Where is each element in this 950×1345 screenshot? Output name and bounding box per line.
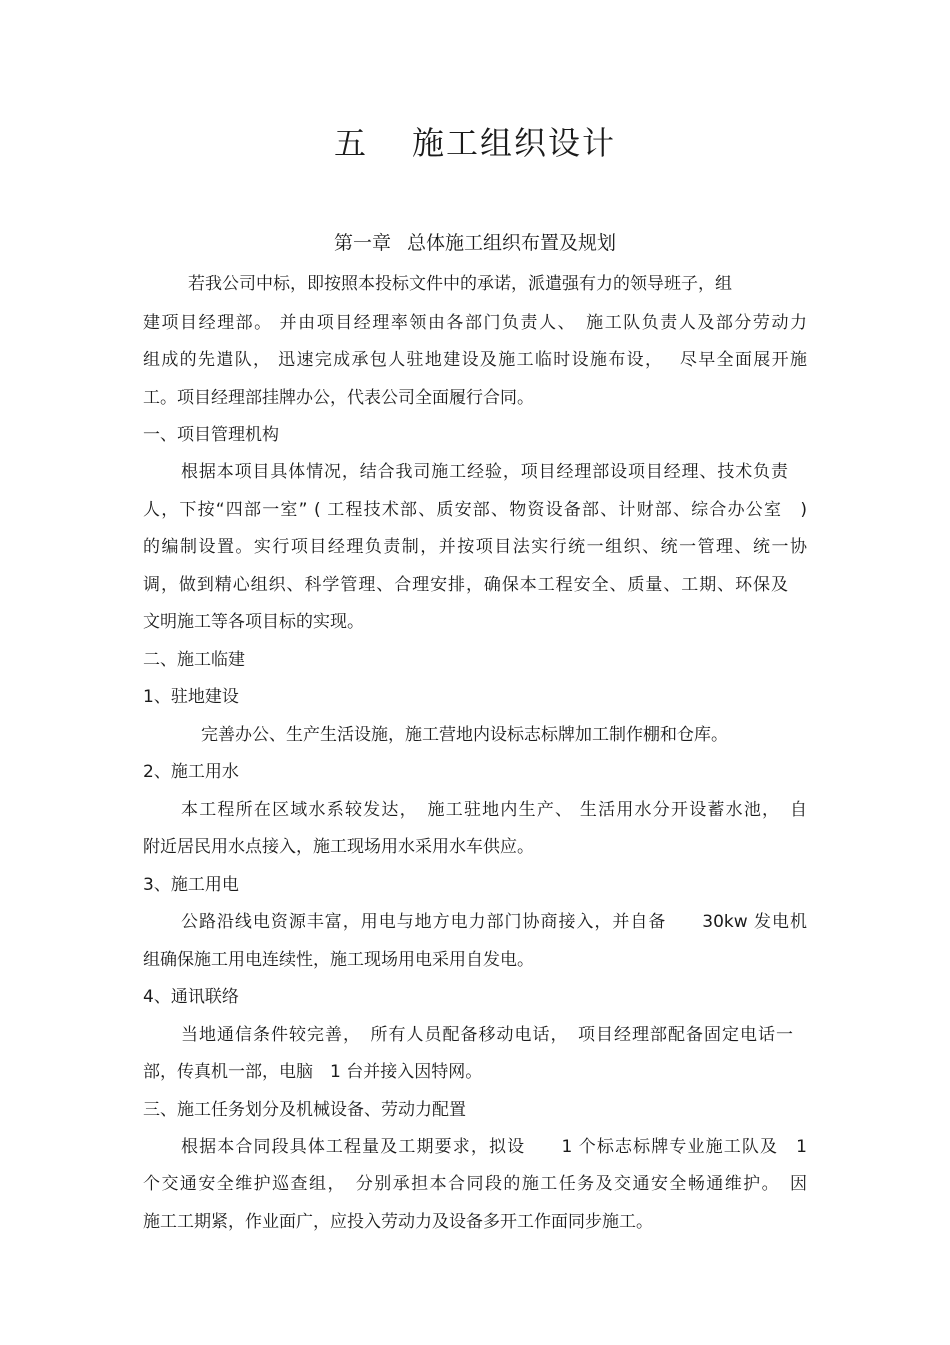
body-line: 公路沿线电资源丰富，用电与地方电力部门协商接入，并自备 30kw 发电机 [181,912,807,932]
section-heading: 一、项目管理机构 [143,425,279,445]
body-line: 组确保施工用电连续性，施工现场用电采用自发电。 [143,950,534,970]
title-text: 施工组织设计 [412,124,617,162]
body-line: 部，传真机一部，电脑 1 台并接入因特网。 [143,1062,483,1082]
body-line: 建项目经理部。 并由项目经理率领由各部门负责人、 施工队负责人及部分劳动力 [143,313,807,333]
subsection-heading: 2、施工用水 [143,762,239,782]
body-line: 若我公司中标，即按照本投标文件中的承诺，派遣强有力的领导班子，组 [188,274,732,294]
body-line: 施工工期紧，作业面广，应投入劳动力及设备多开工作面同步施工。 [143,1212,653,1232]
body-line: 的编制设置。实行项目经理负责制，并按项目法实行统一组织、统一管理、统一协 [143,537,807,557]
section-heading: 二、施工临建 [143,650,245,670]
body-line: 当地通信条件较完善， 所有人员配备移动电话， 项目经理部配备固定电话一 [181,1025,793,1045]
subsection-heading: 1、驻地建设 [143,687,239,707]
body-line: 调，做到精心组织、科学管理、合理安排，确保本工程安全、质量、工期、环保及 [143,575,788,595]
chapter-number: 第一章 [333,232,391,254]
section-heading: 三、施工任务划分及机械设备、劳动力配置 [143,1100,466,1120]
title-number: 五 [333,124,368,162]
body-line: 附近居民用水点接入，施工现场用水采用水车供应。 [143,837,534,857]
body-line: 完善办公、生产生活设施，施工营地内设标志标牌加工制作棚和仓库。 [201,725,728,745]
body-line: 组成的先遣队， 迅速完成承包人驻地建设及施工临时设施布设， 尽早全面展开施 [143,350,807,370]
subsection-heading: 4、通讯联络 [143,987,239,1007]
body-line: 根据本项目具体情况，结合我司施工经验，项目经理部设项目经理、技术负责 [181,462,788,482]
chapter-title: 总体施工组织布置及规划 [407,232,617,254]
body-line: 人，下按“四部一室” ( 工程技术部、质安部、物资设备部、计财部、综合办公室 ) [143,500,807,520]
body-line: 个交通安全维护巡查组， 分别承担本合同段的施工任务及交通安全畅通维护。 因 [143,1174,807,1194]
subsection-heading: 3、施工用电 [143,875,239,895]
body-line: 根据本合同段具体工程量及工期要求，拟设 1 个标志标牌专业施工队及 1 [181,1137,807,1157]
page-title [0,118,950,164]
body-line: 文明施工等各项目标的实现。 [143,612,364,632]
body-line: 本工程所在区域水系较发达， 施工驻地内生产、 生活用水分开设蓄水池， 自 [181,800,807,820]
chapter-heading [0,228,950,255]
body-line: 工。项目经理部挂牌办公，代表公司全面履行合同。 [143,388,534,408]
